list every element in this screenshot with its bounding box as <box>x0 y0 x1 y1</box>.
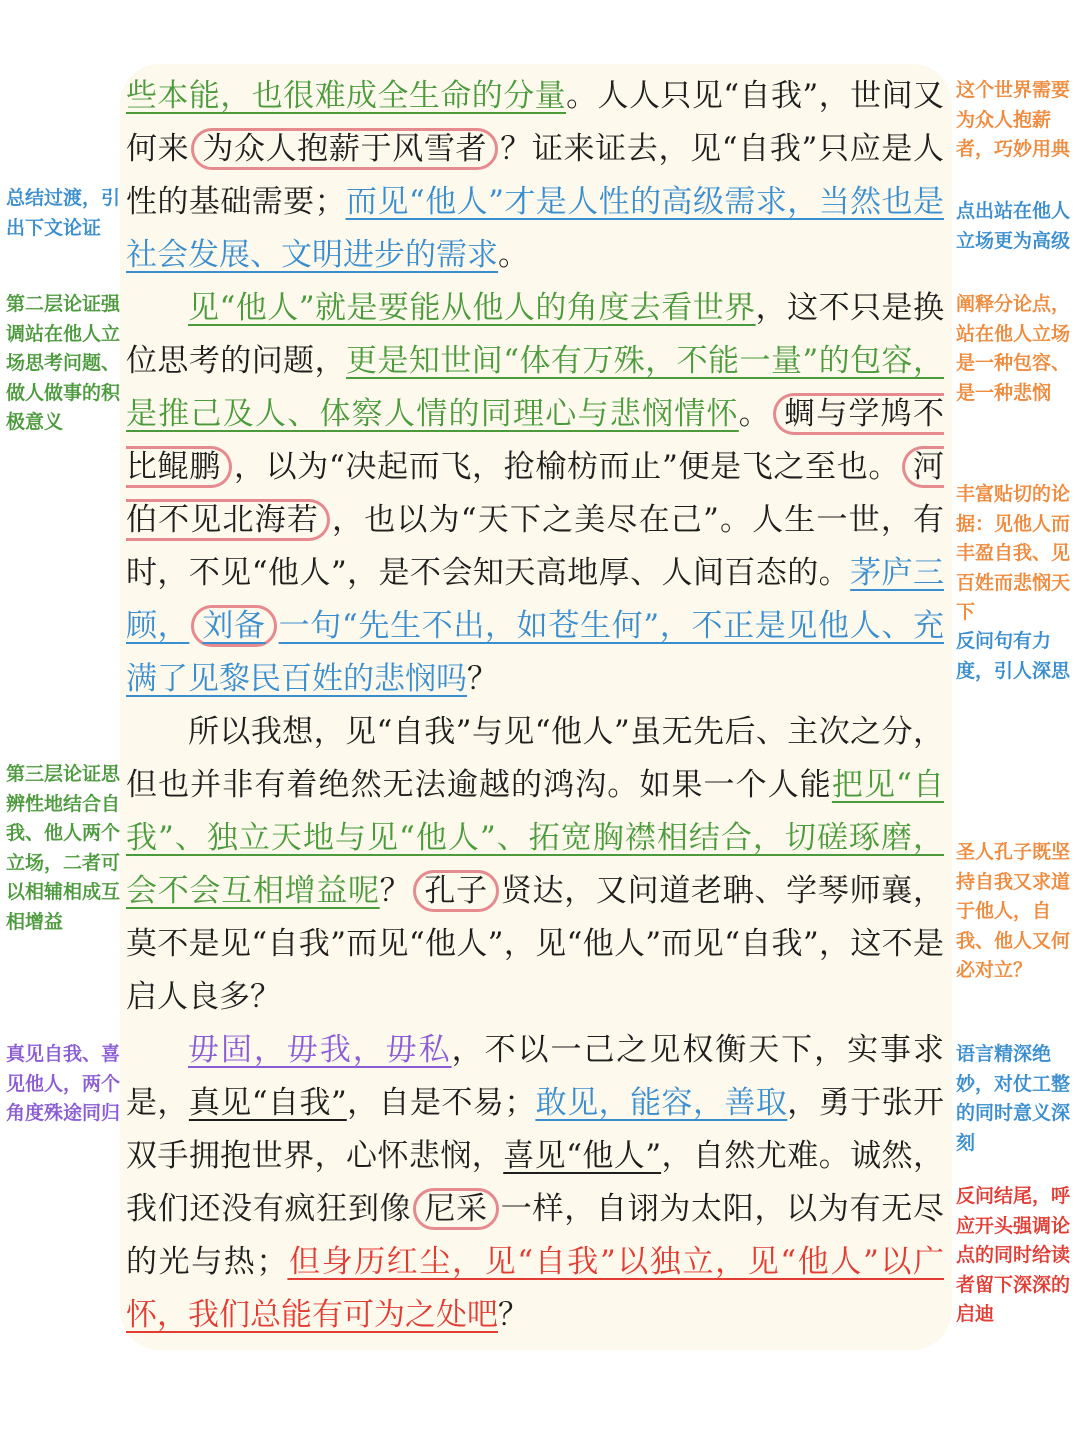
essay-text: ，自是不易； <box>346 1085 536 1121</box>
underlined-phrase: 毋固，毋我，毋私 <box>188 1032 452 1068</box>
circled-allusion: 尼采 <box>413 1188 498 1230</box>
underlined-phrase: 见“他人”就是要能从他人的角度去看世界 <box>188 290 756 326</box>
circled-allusion: 孔子 <box>413 870 498 912</box>
circled-allusion: 刘备 <box>191 605 276 647</box>
underlined-phrase: 些本能，也很难成全生命的分量 <box>126 78 567 114</box>
essay-text: ？ <box>379 873 412 909</box>
essay-text: ？证来证去，见“自我”只应是人性的基础需要； <box>126 131 945 220</box>
essay-text: 一样，自诩为太阳，以为有无尽的光与热； <box>126 1191 945 1280</box>
essay-text: 。人人只见“自我”，世间又何来 <box>126 78 945 167</box>
essay-paragraph <box>126 282 944 706</box>
underlined-phrase: 而见“他人”才是人性的高级需求，当然也是社会发展、文明进步的需求 <box>126 184 944 273</box>
circled-allusion: 为众人抱薪于风雪者 <box>191 128 498 170</box>
left-annotation-second-layer: 第二层论证强调站在他人立场思考问题、做人做事的积极意义 <box>6 293 121 433</box>
underlined-phrase: 但身历红尘，见“自我”以独立，见“他人”以广怀，我们总能有可为之处吧 <box>126 1244 945 1333</box>
essay-body <box>126 70 944 1342</box>
underlined-phrase: 真见“自我” <box>188 1085 347 1121</box>
right-annotation-ending: 反问结尾，呼应开头强调论点的同时给读者留下深深的启迪 <box>956 1185 1071 1325</box>
essay-text: ，自然尤难。诚然，我们还没有疯狂到像 <box>126 1138 945 1227</box>
essay-text: 。 <box>498 237 529 273</box>
essay-text: 贤达，又问道老聃、学琴师襄，莫不是见“自我”而见“他人”，见“他人”而见“自我”，这不是启人良多？ <box>126 873 945 1015</box>
underlined-phrase: 更是知世间“体有万殊，不能一量”的包容，是推己及人、体察人情的同理心与悲悯情怀 <box>126 343 944 432</box>
underlined-phrase: 把见“自我”、独立天地与见“他人”、拓宽胸襟相结合，切磋琢磨，会不会互相增益呢 <box>126 767 944 909</box>
underlined-phrase: 一句“先生不出，如苍生何”，不正是见他人、充满了见黎民百姓的悲悯吗 <box>126 608 945 697</box>
circled-allusion: 河伯不见北海若 <box>126 446 944 541</box>
essay-text: ，以为“决起而飞，抢榆枋而止”便是飞之至也。 <box>233 449 901 485</box>
left-annotation-true-self: 真见自我、喜见他人，两个角度殊途同归 <box>6 1043 121 1124</box>
right-annotation-language: 语言精深绝妙，对仗工整的同时意义深刻 <box>956 1043 1071 1154</box>
essay-paragraph <box>126 70 944 282</box>
left-annotation-transition: 总结过渡，引出下文论证 <box>6 187 121 239</box>
underlined-phrase: 茅庐三顾， <box>126 555 944 644</box>
essay-text: ？ <box>498 1297 529 1333</box>
right-annotation-higher: 点出站在他人立场更为高级 <box>956 200 1071 252</box>
essay-text: 所以我想，见“自我”与见“他人”虽无先后、主次之分，但也并非有着绝然无法逾越的鸿沟。如果一个人能 <box>126 714 944 803</box>
right-annotation-confucius: 圣人孔子既坚持自我又求道于他人，自我、他人又何必对立？ <box>956 841 1071 981</box>
essay-text: ，勇于张开双手拥抱世界，心怀悲悯， <box>126 1085 945 1174</box>
circled-allusion: 蜩与学鸠不比鲲鹏 <box>126 393 944 488</box>
right-annotation-evidence: 丰富贴切的论据：见他人而丰盈自我、见百姓而悲悯天下 <box>956 483 1071 623</box>
essay-text: ，也以为“天下之美尽在己”。人生一世，有时，不见“他人”，是不会知天高地厚、人间百态的。 <box>126 502 944 591</box>
left-annotation-third-layer: 第三层论证思辨性地结合自我、他人两个立场，二者可以相辅相成互相增益 <box>6 763 121 933</box>
essay-paragraph <box>126 1024 944 1342</box>
essay-text: ，这不只是换位思考的问题， <box>126 290 944 379</box>
essay-text: 。 <box>738 396 771 432</box>
underlined-phrase: 敢见，能容，善取 <box>535 1085 788 1121</box>
right-annotation-allusion: 这个世界需要为众人抱薪者，巧妙用典 <box>956 79 1071 160</box>
essay-text: ？ <box>467 661 498 697</box>
essay-text: ，不以一己之见权衡天下，实事求是， <box>126 1032 945 1121</box>
right-annotation-sub-argument: 阐释分论点，站在他人立场是一种包容、是一种悲悯 <box>956 293 1071 404</box>
essay-paragraph <box>126 706 944 1024</box>
right-annotation-rhetorical: 反问句有力度，引人深思 <box>956 630 1071 682</box>
underlined-phrase: 喜见“他人” <box>503 1138 662 1174</box>
